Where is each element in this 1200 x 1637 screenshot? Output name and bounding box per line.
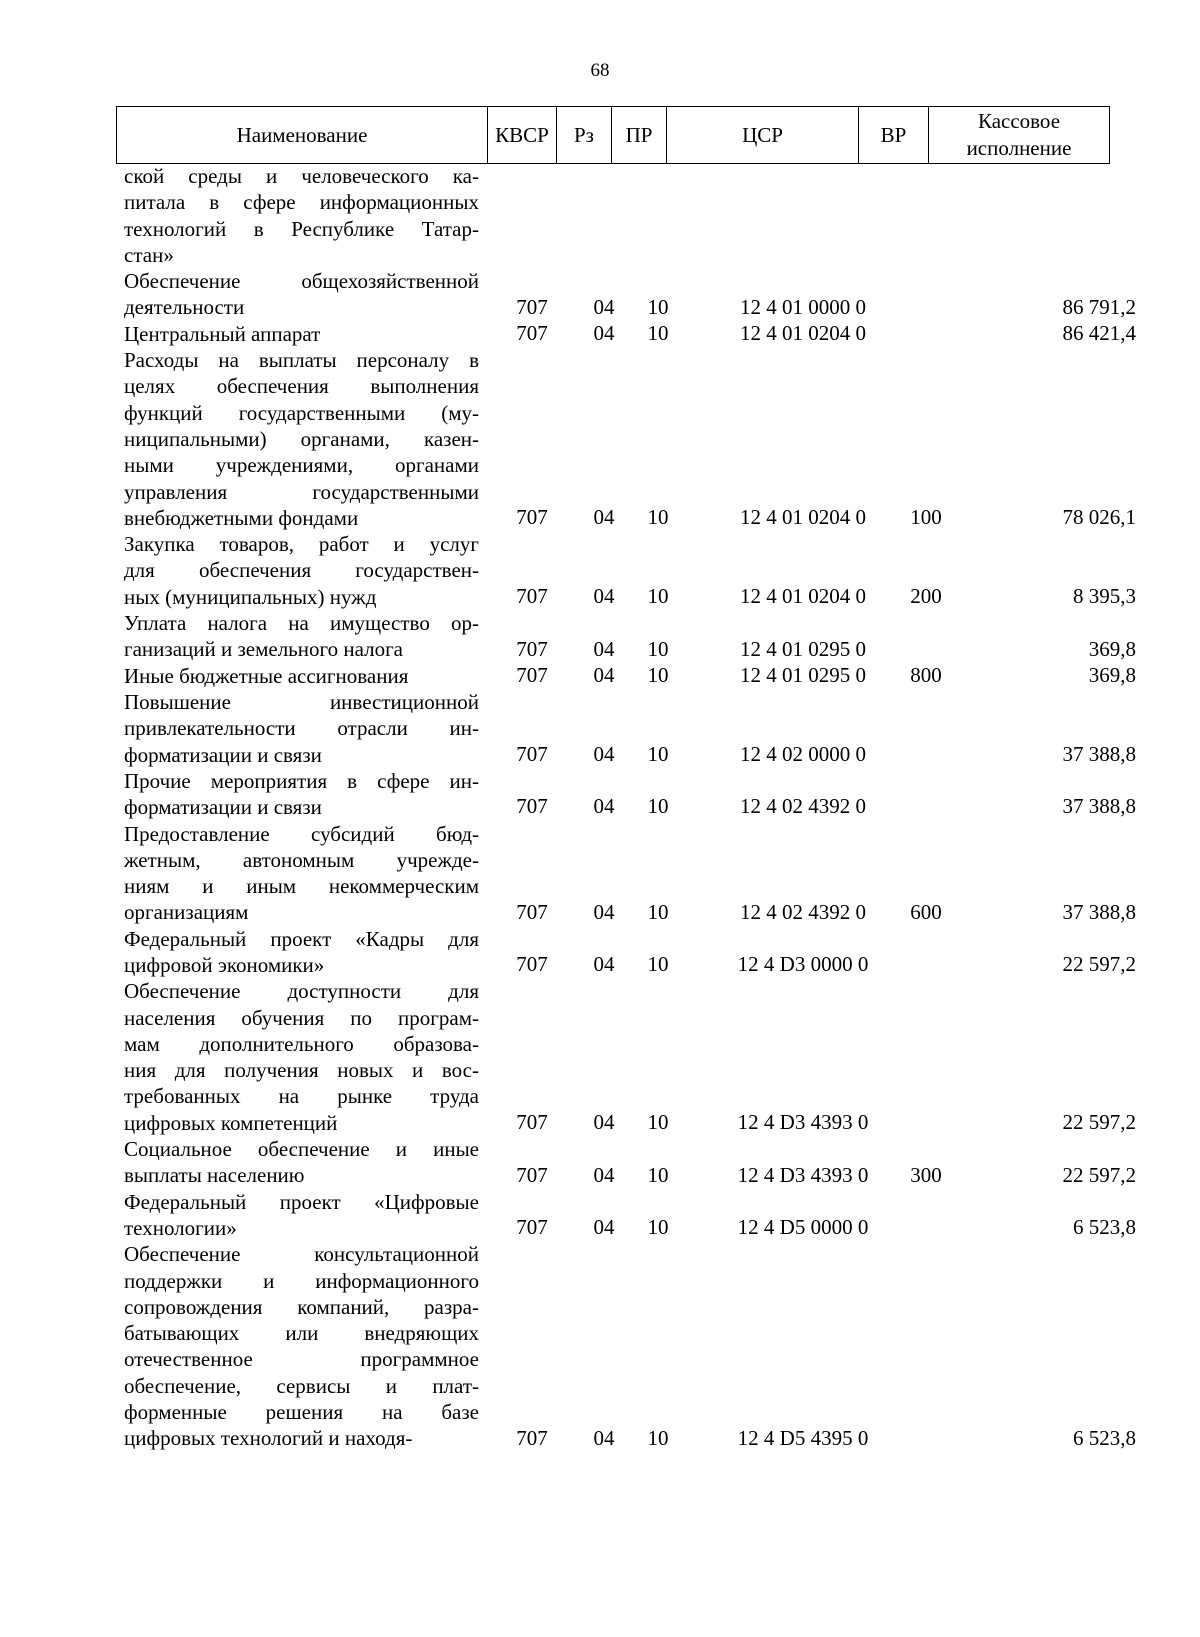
kvsr-cell: 707 bbox=[516, 794, 548, 819]
amount-cell: 78 026,1 bbox=[1062, 505, 1136, 530]
pr-cell: 10 bbox=[647, 899, 669, 924]
pr-cell: 10 bbox=[647, 1215, 669, 1240]
amount-cell: 37 388,8 bbox=[1062, 741, 1136, 766]
row-name-line: сопровождения компаний, разра- bbox=[124, 1294, 479, 1319]
row-name-line: внебюджетными фондами bbox=[124, 505, 359, 530]
table-row bbox=[116, 1189, 1150, 1242]
amount-cell: 22 597,2 bbox=[1062, 1110, 1136, 1135]
row-name-line: привлекательности отрасли ин- bbox=[124, 716, 479, 741]
vr-cell bbox=[886, 1214, 966, 1241]
row-name bbox=[124, 978, 479, 1136]
pr-cell: 10 bbox=[647, 1162, 669, 1187]
row-name-line: для обеспечения государствен- bbox=[124, 558, 479, 583]
row-name-line: Федеральный проект «Кадры для bbox=[124, 926, 479, 951]
row-name-line: цифровой экономики» bbox=[124, 952, 325, 977]
row-name-line: Обеспечение доступности для bbox=[124, 979, 479, 1004]
table-row bbox=[116, 163, 1150, 268]
vr-cell bbox=[886, 951, 966, 978]
row-name-line: Расходы на выплаты персоналу в bbox=[124, 348, 479, 373]
csr-cell: 12 4 02 4392 0 bbox=[740, 899, 866, 924]
amount-cell: 37 388,8 bbox=[1062, 899, 1136, 924]
amount-cell: 369,8 bbox=[1088, 636, 1136, 661]
table-row bbox=[116, 268, 1150, 321]
rz-cell: 04 bbox=[593, 505, 615, 530]
row-name-line: Прочие мероприятия в сфере ин- bbox=[124, 768, 479, 793]
vr-cell: 200 bbox=[910, 584, 942, 609]
rz-cell: 04 bbox=[593, 636, 615, 661]
row-name-line: форменные решения на базе bbox=[124, 1400, 479, 1425]
vr-cell: 600 bbox=[910, 899, 942, 924]
vr-cell bbox=[886, 241, 966, 268]
table-row bbox=[116, 531, 1150, 610]
row-name bbox=[124, 821, 479, 926]
kvsr-cell: 707 bbox=[516, 741, 548, 766]
row-name-line: ниям и иным некоммерческим bbox=[124, 874, 479, 899]
pr-cell: 10 bbox=[647, 1110, 669, 1135]
row-name-line: жетным, автономным учрежде- bbox=[124, 847, 479, 872]
row-name-line: Закупка товаров, работ и услуг bbox=[124, 532, 479, 557]
kvsr-cell: 707 bbox=[516, 1425, 548, 1450]
row-name-line: организациям bbox=[124, 900, 249, 925]
pr-cell: 10 bbox=[647, 662, 669, 687]
row-name-line: цифровых технологий и находя- bbox=[124, 1426, 413, 1451]
row-name bbox=[124, 163, 479, 268]
kvsr-cell: 707 bbox=[516, 584, 548, 609]
row-name-line: технологии» bbox=[124, 1215, 237, 1240]
rz-cell: 04 bbox=[593, 1110, 615, 1135]
csr-cell: 12 4 D5 4395 0 bbox=[737, 1425, 869, 1450]
table-row bbox=[116, 978, 1150, 1136]
vr-cell bbox=[886, 1425, 966, 1452]
amount-cell: 22 597,2 bbox=[1062, 952, 1136, 977]
csr-cell: 12 4 D5 0000 0 bbox=[737, 1215, 869, 1240]
rz-cell bbox=[574, 241, 634, 268]
row-name-line: функций государственными (му- bbox=[124, 400, 479, 425]
header-kvsr: КВСР bbox=[488, 106, 557, 164]
row-name-line: Обеспечение общехозяйственной bbox=[124, 269, 479, 294]
vr-cell bbox=[886, 1109, 966, 1136]
pr-cell: 10 bbox=[647, 321, 669, 346]
row-name-line: деятельности bbox=[124, 295, 245, 320]
table-row bbox=[116, 689, 1150, 768]
amount-cell bbox=[966, 241, 1136, 268]
header-rz: Рз bbox=[557, 106, 612, 164]
amount-cell: 369,8 bbox=[1088, 662, 1136, 687]
row-name-line: ных (муниципальных) нужд bbox=[124, 584, 377, 609]
pr-cell: 10 bbox=[647, 1425, 669, 1450]
row-name-line: обеспечение, сервисы и плат- bbox=[124, 1373, 479, 1398]
row-name-line: целях обеспечения выполнения bbox=[124, 374, 479, 399]
row-name-line: ниципальными) органами, казен- bbox=[124, 426, 479, 451]
row-name bbox=[124, 321, 479, 347]
row-name-line: поддержки и информационного bbox=[124, 1268, 479, 1293]
header-amount-line2: исполнение bbox=[966, 136, 1072, 160]
row-name-line: Федеральный проект «Цифровые bbox=[124, 1189, 479, 1214]
rz-cell: 04 bbox=[593, 952, 615, 977]
rz-cell: 04 bbox=[593, 294, 615, 319]
row-name-line: отечественное программное bbox=[124, 1347, 479, 1372]
page-number: 68 bbox=[590, 60, 610, 81]
row-name-line: питала в сфере информационных bbox=[124, 190, 479, 215]
csr-cell: 12 4 02 0000 0 bbox=[740, 741, 866, 766]
table-row bbox=[116, 768, 1150, 821]
row-name bbox=[124, 268, 479, 321]
pr-cell: 10 bbox=[647, 794, 669, 819]
rz-cell: 04 bbox=[593, 1215, 615, 1240]
csr-cell: 12 4 D3 0000 0 bbox=[737, 952, 869, 977]
csr-cell: 12 4 01 0000 0 bbox=[740, 294, 866, 319]
vr-cell: 800 bbox=[910, 662, 942, 687]
table-row bbox=[116, 347, 1150, 531]
row-name-line: мам дополнительного образова- bbox=[124, 1031, 479, 1056]
kvsr-cell: 707 bbox=[516, 1162, 548, 1187]
vr-cell bbox=[886, 294, 966, 321]
csr-cell: 12 4 01 0204 0 bbox=[740, 321, 866, 346]
table-row bbox=[116, 1241, 1150, 1451]
rz-cell: 04 bbox=[593, 1162, 615, 1187]
vr-cell bbox=[886, 793, 966, 820]
header-pr: ПР bbox=[612, 106, 667, 164]
header-csr: ЦСР bbox=[667, 106, 859, 164]
csr-cell: 12 4 D3 4393 0 bbox=[737, 1110, 869, 1135]
kvsr-cell: 707 bbox=[516, 294, 548, 319]
vr-cell: 300 bbox=[910, 1162, 942, 1187]
row-name-line: форматизации и связи bbox=[124, 742, 322, 767]
rz-cell: 04 bbox=[593, 794, 615, 819]
csr-cell: 12 4 D3 4393 0 bbox=[737, 1162, 869, 1187]
kvsr-cell bbox=[502, 241, 562, 268]
row-name-line: населения обучения по програм- bbox=[124, 1005, 479, 1030]
row-name-line: ганизаций и земельного налога bbox=[124, 637, 403, 662]
row-name bbox=[124, 1189, 479, 1242]
csr-cell bbox=[698, 241, 908, 268]
row-name-line: ными учреждениями, органами bbox=[124, 453, 479, 478]
csr-cell: 12 4 01 0295 0 bbox=[740, 636, 866, 661]
row-name-line: Предоставление субсидий бюд- bbox=[124, 821, 479, 846]
row-name-line: Центральный аппарат bbox=[124, 321, 321, 346]
rz-cell: 04 bbox=[593, 321, 615, 346]
vr-cell bbox=[886, 636, 966, 663]
table-row bbox=[116, 926, 1150, 979]
amount-cell: 86 421,4 bbox=[1062, 321, 1136, 346]
row-name bbox=[124, 347, 479, 531]
kvsr-cell: 707 bbox=[516, 505, 548, 530]
row-name-line: Обеспечение консультационной bbox=[124, 1242, 479, 1267]
csr-cell: 12 4 01 0204 0 bbox=[740, 584, 866, 609]
row-name-line: управления государственными bbox=[124, 479, 479, 504]
rz-cell: 04 bbox=[593, 899, 615, 924]
row-name bbox=[124, 689, 479, 768]
row-name bbox=[124, 768, 479, 821]
amount-cell: 6 523,8 bbox=[1073, 1425, 1136, 1450]
pr-cell: 10 bbox=[647, 741, 669, 766]
table-row bbox=[116, 610, 1150, 663]
row-name-line: цифровых компетенций bbox=[124, 1110, 338, 1135]
kvsr-cell: 707 bbox=[516, 321, 548, 346]
vr-cell: 100 bbox=[910, 505, 942, 530]
row-name bbox=[124, 610, 479, 663]
rz-cell: 04 bbox=[593, 662, 615, 687]
kvsr-cell: 707 bbox=[516, 1110, 548, 1135]
amount-cell: 37 388,8 bbox=[1062, 794, 1136, 819]
header-name: Наименование bbox=[116, 106, 488, 164]
row-name-line: Социальное обеспечение и иные bbox=[124, 1137, 479, 1162]
amount-cell: 22 597,2 bbox=[1062, 1162, 1136, 1187]
row-name-line: форматизации и связи bbox=[124, 795, 322, 820]
vr-cell bbox=[886, 741, 966, 768]
row-name-line: батывающих или внедряющих bbox=[124, 1321, 479, 1346]
rz-cell: 04 bbox=[593, 741, 615, 766]
csr-cell: 12 4 02 4392 0 bbox=[740, 794, 866, 819]
row-name bbox=[124, 531, 479, 610]
row-name-line: ния для получения новых и вос- bbox=[124, 1058, 479, 1083]
kvsr-cell: 707 bbox=[516, 899, 548, 924]
rz-cell: 04 bbox=[593, 1425, 615, 1450]
row-name bbox=[124, 926, 479, 979]
amount-cell: 8 395,3 bbox=[1073, 584, 1136, 609]
row-name-line: ской среды и человеческого ка- bbox=[124, 164, 479, 188]
row-name bbox=[124, 663, 479, 689]
pr-cell: 10 bbox=[647, 294, 669, 319]
row-name bbox=[124, 1241, 479, 1451]
row-name-line: выплаты населению bbox=[124, 1163, 305, 1188]
vr-cell bbox=[886, 320, 966, 347]
table-row bbox=[116, 821, 1150, 926]
row-name-line: стан» bbox=[124, 242, 174, 267]
kvsr-cell: 707 bbox=[516, 636, 548, 661]
header-amount bbox=[929, 106, 1110, 164]
table-row bbox=[116, 663, 1150, 689]
row-name-line: Иные бюджетные ассигнования bbox=[124, 663, 409, 688]
header-vr: ВР bbox=[859, 106, 929, 164]
kvsr-cell: 707 bbox=[516, 952, 548, 977]
rz-cell: 04 bbox=[593, 584, 615, 609]
amount-cell: 6 523,8 bbox=[1073, 1215, 1136, 1240]
row-name bbox=[124, 1136, 479, 1189]
pr-cell: 10 bbox=[647, 505, 669, 530]
row-name-line: Уплата налога на имущество ор- bbox=[124, 611, 479, 636]
csr-cell: 12 4 01 0295 0 bbox=[740, 662, 866, 687]
row-name-line: требованных на рынке труда bbox=[124, 1084, 479, 1109]
pr-cell: 10 bbox=[647, 584, 669, 609]
kvsr-cell: 707 bbox=[516, 662, 548, 687]
amount-cell: 86 791,2 bbox=[1062, 294, 1136, 319]
table-row bbox=[116, 321, 1150, 347]
pr-cell: 10 bbox=[647, 636, 669, 661]
row-name-line: технологий в Республике Татар- bbox=[124, 216, 479, 241]
table-row bbox=[116, 1136, 1150, 1189]
csr-cell: 12 4 01 0204 0 bbox=[740, 505, 866, 530]
pr-cell: 10 bbox=[647, 952, 669, 977]
header-amount-line1: Кассовое bbox=[977, 109, 1061, 133]
pr-cell bbox=[628, 241, 688, 268]
kvsr-cell: 707 bbox=[516, 1215, 548, 1240]
row-name-line: Повышение инвестиционной bbox=[124, 690, 479, 714]
